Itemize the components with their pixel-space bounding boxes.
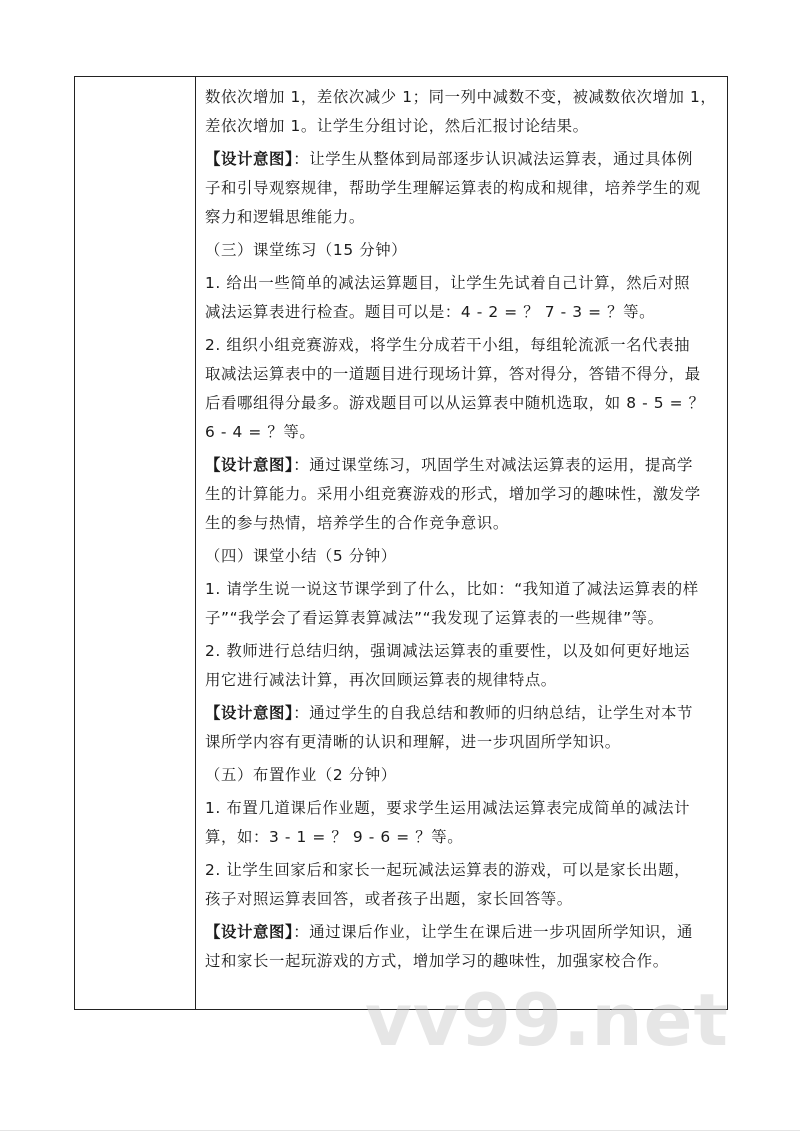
text-line: [205, 298, 717, 327]
text-line: [205, 856, 717, 885]
line-text: 察力和逻辑思维能力。: [205, 208, 365, 226]
line-text: 1. 给出一些简单的减法运算题目，让学生先试着自己计算，然后对照: [205, 274, 691, 292]
design-intent-label: 【设计意图】: [205, 456, 294, 474]
design-intent-label: 【设计意图】: [205, 704, 294, 722]
text-line: [205, 823, 717, 852]
text-line: [205, 666, 717, 695]
line-text: （三）课堂练习（15 分钟）: [205, 241, 408, 259]
text-line: [205, 389, 717, 418]
line-text: 取减法运算表中的一道题目进行现场计算，答对得分，答错不得分，最: [205, 365, 701, 383]
text-line: [205, 637, 717, 666]
text-line: [205, 112, 717, 141]
page-bottom-rule: [0, 1130, 800, 1131]
left-label-cell: [75, 77, 195, 1009]
line-text: （五）布置作业（2 分钟）: [205, 766, 397, 784]
watermark: vv99.net: [365, 978, 729, 1062]
line-text: ：通过课后作业，让学生在课后进一步巩固所学知识，通: [293, 923, 694, 941]
text-line: [205, 794, 717, 823]
line-text: ：让学生从整体到局部逐步认识减法运算表，通过具体例: [293, 150, 694, 168]
text-line: [205, 575, 717, 604]
lesson-plan-table: [74, 76, 728, 1010]
line-text: 2. 教师进行总结归纳，强调减法运算表的重要性，以及如何更好地运: [205, 642, 691, 660]
line-text: 孩子对照运算表回答，或者孩子出题，家长回答等。: [205, 890, 573, 908]
line-text: 减法运算表进行检查。题目可以是：4 - 2 = ？ 7 - 3 = ？等。: [205, 303, 656, 321]
text-line: [205, 947, 717, 976]
line-text: 后看哪组得分最多。游戏题目可以从运算表中随机选取，如 8 - 5 = ？: [205, 394, 705, 412]
text-line: [205, 203, 717, 232]
text-line: [205, 145, 717, 174]
line-text: （四）课堂小结（5 分钟）: [205, 547, 397, 565]
text-line: [205, 269, 717, 298]
line-text: 算，如：3 - 1 = ？ 9 - 6 = ？等。: [205, 828, 464, 846]
text-line: [205, 509, 717, 538]
text-line: [205, 360, 717, 389]
text-line: [205, 885, 717, 914]
design-intent-label: 【设计意图】: [205, 923, 294, 941]
line-text: 2. 组织小组竞赛游戏，将学生分成若干小组，每组轮流派一名代表抽: [205, 336, 691, 354]
text-line: [205, 174, 717, 203]
line-text: 2. 让学生回家后和家长一起玩减法运算表的游戏，可以是家长出题，: [205, 861, 691, 879]
text-line: [205, 918, 717, 947]
line-text: 课所学内容有更清晰的认识和理解，进一步巩固所学知识。: [205, 733, 621, 751]
text-line: [205, 480, 717, 509]
text-line: [205, 83, 717, 112]
line-text: 6 - 4 = ？等。: [205, 423, 316, 441]
column-divider: [195, 77, 196, 1009]
line-text: ：通过学生的自我总结和教师的归纳总结，让学生对本节: [293, 704, 694, 722]
line-text: 子和引导观察规律，帮助学生理解运算表的构成和规律，培养学生的观: [205, 179, 701, 197]
line-text: 用它进行减法计算，再次回顾运算表的规律特点。: [205, 671, 557, 689]
text-line: [205, 604, 717, 633]
line-text: 过和家长一起玩游戏的方式，增加学习的趣味性，加强家校合作。: [205, 952, 669, 970]
line-text: 1. 请学生说一说这节课学到了什么，比如：“我知道了减法运算表的样: [205, 580, 699, 598]
line-text: ：通过课堂练习，巩固学生对减法运算表的运用，提高学: [293, 456, 694, 474]
lesson-content-cell: [205, 83, 717, 976]
line-text: 1. 布置几道课后作业题，要求学生运用减法运算表完成简单的减法计: [205, 799, 691, 817]
text-line: [205, 236, 717, 265]
text-line: [205, 542, 717, 571]
text-line: [205, 699, 717, 728]
line-text: 子”“我学会了看运算表算减法”“我发现了运算表的一些规律”等。: [205, 609, 664, 627]
text-line: [205, 728, 717, 757]
line-text: 生的参与热情，培养学生的合作竞争意识。: [205, 514, 509, 532]
text-line: [205, 331, 717, 360]
text-line: [205, 761, 717, 790]
text-line: [205, 418, 717, 447]
line-text: 差依次增加 1。让学生分组讨论，然后汇报讨论结果。: [205, 117, 589, 135]
text-line: [205, 451, 717, 480]
line-text: 生的计算能力。采用小组竞赛游戏的形式，增加学习的趣味性，激发学: [205, 485, 701, 503]
line-text: 数依次增加 1，差依次减少 1；同一列中减数不变，被减数依次增加 1，: [205, 88, 717, 106]
design-intent-label: 【设计意图】: [205, 150, 294, 168]
